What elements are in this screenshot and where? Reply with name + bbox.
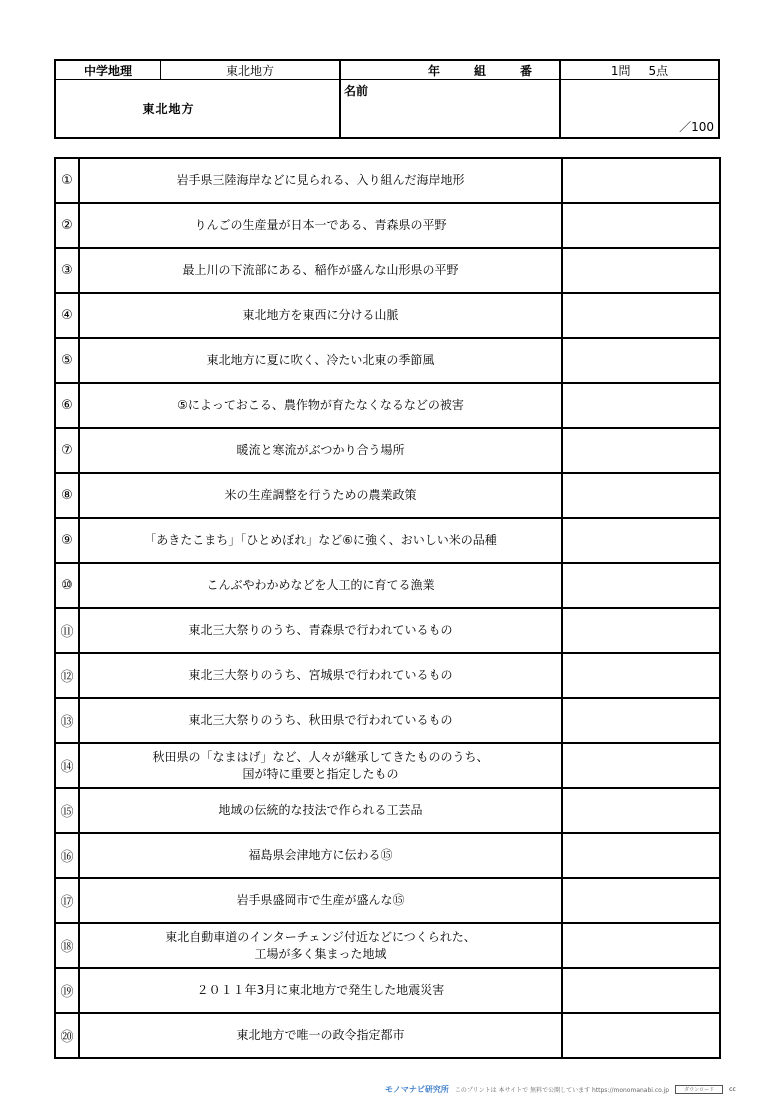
answer-box[interactable] xyxy=(563,474,719,517)
question-number: ⑰ xyxy=(56,879,80,922)
site-logo: モノマナビ研究所 xyxy=(385,1084,449,1094)
question-row xyxy=(56,159,719,204)
question-number: ⑱ xyxy=(56,924,80,967)
answer-box[interactable] xyxy=(563,699,719,742)
answer-box[interactable] xyxy=(563,564,719,607)
question-text: ２０１１年3月に東北地方で発生した地震災害 xyxy=(80,969,563,1012)
question-text: こんぶやわかめなどを人工的に育てる漁業 xyxy=(80,564,563,607)
question-number: ⑪ xyxy=(56,609,80,652)
question-row xyxy=(56,384,719,429)
answer-box[interactable] xyxy=(563,519,719,562)
answer-box[interactable] xyxy=(563,204,719,247)
question-row xyxy=(56,339,719,384)
question-text: 福島県会津地方に伝わる⑮ xyxy=(80,834,563,877)
answer-box[interactable] xyxy=(563,429,719,472)
question-text: 東北自動車道のインターチェンジ付近などにつくられた、 工場が多く集まった地域 xyxy=(80,924,563,967)
question-number: ③ xyxy=(56,249,80,292)
unit-label: 東北地方 xyxy=(161,61,341,80)
question-row xyxy=(56,834,719,879)
question-number: ⑲ xyxy=(56,969,80,1012)
answer-box[interactable] xyxy=(563,924,719,967)
answer-box[interactable] xyxy=(563,654,719,697)
points-info xyxy=(561,61,718,80)
class-label: 組 xyxy=(473,63,486,78)
footer-stamp: ダウンロード xyxy=(675,1085,723,1094)
grade-label: 年 xyxy=(427,63,440,78)
question-text: 最上川の下流部にある、稲作が盛んな山形県の平野 xyxy=(80,249,563,292)
question-row xyxy=(56,564,719,609)
question-text: 「あきたこまち」「ひとめぼれ」など⑥に強く、おいしい米の品種 xyxy=(80,519,563,562)
question-row xyxy=(56,699,719,744)
question-number: ⑫ xyxy=(56,654,80,697)
answer-box[interactable] xyxy=(563,249,719,292)
name-field[interactable] xyxy=(341,80,561,137)
question-row xyxy=(56,654,719,699)
number-label: 番 xyxy=(519,63,532,78)
question-text: りんごの生産量が日本一である、青森県の平野 xyxy=(80,204,563,247)
question-number: ⑦ xyxy=(56,429,80,472)
answer-box[interactable] xyxy=(563,159,719,202)
question-number: ⑧ xyxy=(56,474,80,517)
question-number: ④ xyxy=(56,294,80,337)
question-row xyxy=(56,249,719,294)
answer-box[interactable] xyxy=(563,294,719,337)
question-text: 米の生産調整を行うための農業政策 xyxy=(80,474,563,517)
points-per-label: 1問 xyxy=(610,63,631,78)
question-text: 地域の伝統的な技法で作られる工芸品 xyxy=(80,789,563,832)
question-row xyxy=(56,474,719,519)
question-row xyxy=(56,744,719,789)
points-value-label: 5点 xyxy=(648,63,669,78)
question-number: ⑩ xyxy=(56,564,80,607)
class-info xyxy=(341,61,561,80)
question-text: 東北地方を東西に分ける山脈 xyxy=(80,294,563,337)
score-total-label: ／100 xyxy=(679,120,714,134)
answer-box[interactable] xyxy=(563,744,719,787)
question-number: ⑭ xyxy=(56,744,80,787)
question-text: 東北地方で唯一の政令指定都市 xyxy=(80,1014,563,1057)
answer-box[interactable] xyxy=(563,969,719,1012)
question-number: ⑨ xyxy=(56,519,80,562)
answer-box[interactable] xyxy=(563,834,719,877)
answer-box[interactable] xyxy=(563,1014,719,1057)
question-row xyxy=(56,924,719,969)
question-text: ⑤によっておこる、農作物が育たなくなるなどの被害 xyxy=(80,384,563,427)
question-row xyxy=(56,609,719,654)
score-field[interactable] xyxy=(561,80,718,137)
question-number: ② xyxy=(56,204,80,247)
question-number: ⑤ xyxy=(56,339,80,382)
question-number: ⑯ xyxy=(56,834,80,877)
question-row xyxy=(56,789,719,834)
page-title: 東北地方 xyxy=(56,80,341,137)
question-number: ① xyxy=(56,159,80,202)
question-number: ⑥ xyxy=(56,384,80,427)
question-number: ⑳ xyxy=(56,1014,80,1057)
answer-box[interactable] xyxy=(563,609,719,652)
question-text: 東北地方に夏に吹く、冷たい北東の季節風 xyxy=(80,339,563,382)
question-number: ⑬ xyxy=(56,699,80,742)
question-text: 東北三大祭りのうち、青森県で行われているもの xyxy=(80,609,563,652)
answer-box[interactable] xyxy=(563,789,719,832)
question-text: 岩手県盛岡市で生産が盛んな⑮ xyxy=(80,879,563,922)
question-row xyxy=(56,879,719,924)
question-text: 暖流と寒流がぶつかり合う場所 xyxy=(80,429,563,472)
question-row xyxy=(56,969,719,1014)
footer-note: このプリントは 本サイトで 無料で公開しています https://monomanabi.co.jp xyxy=(454,1086,670,1094)
page-footer xyxy=(385,1082,775,1096)
question-text: 東北三大祭りのうち、宮城県で行われているもの xyxy=(80,654,563,697)
answer-box[interactable] xyxy=(563,384,719,427)
subject-label: 中学地理 xyxy=(56,61,161,80)
question-row xyxy=(56,294,719,339)
name-label: 名前 xyxy=(344,84,369,98)
question-number: ⑮ xyxy=(56,789,80,832)
question-row xyxy=(56,204,719,249)
question-row xyxy=(56,1014,719,1057)
question-row xyxy=(56,429,719,474)
question-text: 岩手県三陸海岸などに見られる、入り組んだ海岸地形 xyxy=(80,159,563,202)
answer-box[interactable] xyxy=(563,339,719,382)
question-row xyxy=(56,519,719,564)
question-text: 東北三大祭りのうち、秋田県で行われているもの xyxy=(80,699,563,742)
question-table xyxy=(54,157,721,1059)
answer-box[interactable] xyxy=(563,879,719,922)
question-text: 秋田県の「なまはげ」など、人々が継承してきたもののうち、 国が特に重要と指定したもの xyxy=(80,744,563,787)
cc-icon: cc xyxy=(729,1085,736,1093)
worksheet-header xyxy=(54,59,720,139)
